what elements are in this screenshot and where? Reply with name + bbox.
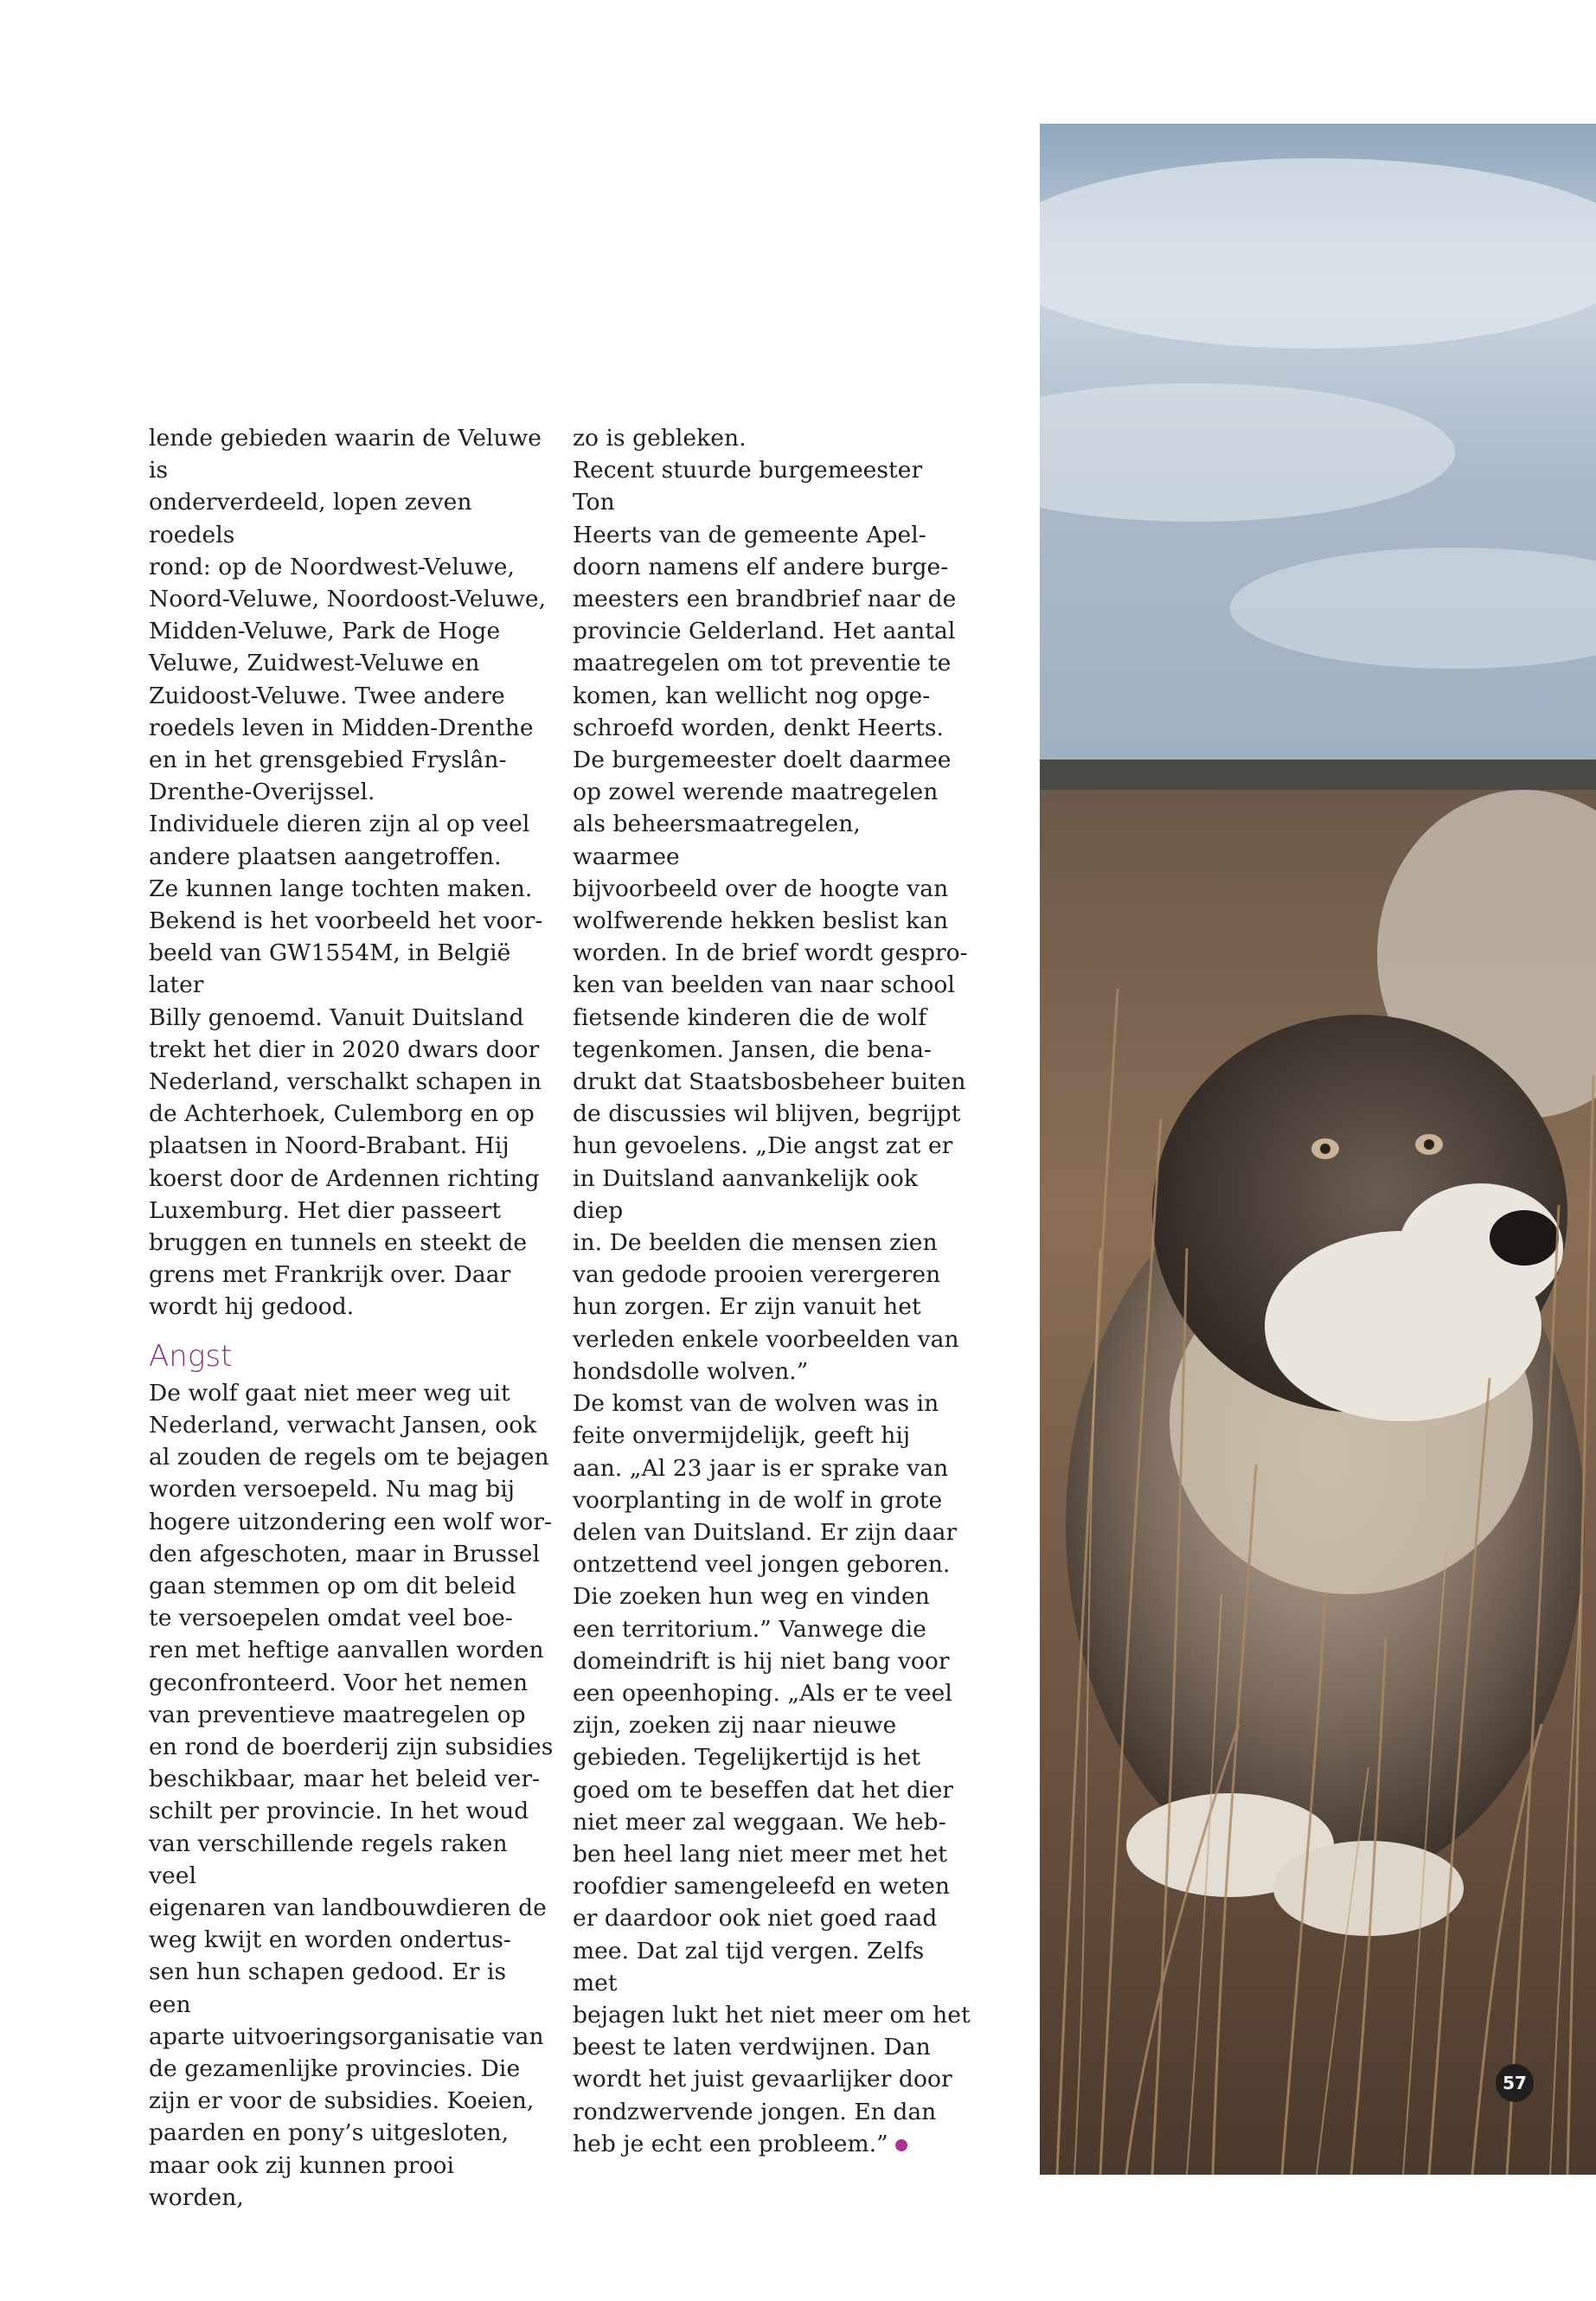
text-line: van preventieve maatregelen op xyxy=(149,1701,526,1728)
text-line: de discussies wil blijven, begrijpt xyxy=(573,1100,961,1128)
text-line: Heerts van de gemeente Apel- xyxy=(573,521,926,548)
text-line: sen hun schapen gedood. Er is een xyxy=(149,1958,507,2018)
text-line: de gezamenlijke provincies. Die xyxy=(149,2054,521,2082)
text-line: als beheersmaatregelen, waarmee xyxy=(573,811,861,870)
text-line: lende gebieden waarin de Veluwe is xyxy=(149,425,542,484)
text-line: op zowel werende maatregelen xyxy=(573,779,939,806)
text-line: roofdier samengeleefd en weten xyxy=(573,1873,950,1900)
text-line: delen van Duitsland. Er zijn daar xyxy=(573,1518,958,1546)
text-line: Die zoeken hun weg en vinden xyxy=(573,1583,930,1611)
text-line: een opeenhoping. „Als er te veel xyxy=(573,1679,952,1707)
text-line: worden versoepeld. Nu mag bij xyxy=(149,1476,516,1503)
text-line: meesters een brandbrief naar de xyxy=(573,586,957,613)
text-line: weg kwijt en worden ondertus- xyxy=(149,1926,511,1954)
text-line: hondsdolle wolven.” xyxy=(573,1357,809,1385)
text-line: rond: op de Noordwest-Veluwe, xyxy=(149,553,515,580)
column-left-text-after-heading xyxy=(149,1377,555,2214)
text-line: en in het grensgebied Fryslân- xyxy=(149,747,507,774)
text-line: ben heel lang niet meer met het xyxy=(573,1840,947,1868)
text-line: in. De beelden die mensen zien xyxy=(573,1229,938,1257)
text-line: maatregelen om tot preventie te xyxy=(573,650,952,677)
text-line: Luxemburg. Het dier passeert xyxy=(149,1196,502,1224)
text-line: grens met Frankrijk over. Daar xyxy=(149,1261,511,1289)
text-line: Midden-Veluwe, Park de Hoge xyxy=(149,618,501,645)
text-line: beschikbaar, maar het beleid ver- xyxy=(149,1766,541,1793)
text-line: roedels leven in Midden-Drenthe xyxy=(149,714,534,741)
dog-photo xyxy=(1040,124,1596,2175)
text-line: mee. Dat zal tijd vergen. Zelfs met xyxy=(573,1937,925,1997)
article-end-mark-icon xyxy=(895,2139,907,2151)
text-line: de Achterhoek, Culemborg en op xyxy=(149,1100,535,1128)
text-line: andere plaatsen aangetroffen. xyxy=(149,843,502,870)
text-line: Zuidoost-Veluwe. Twee andere xyxy=(149,682,505,709)
column-middle-text xyxy=(573,422,971,2160)
text-line: doorn namens elf andere burge- xyxy=(573,553,949,580)
text-line: goed om te beseffen dat het dier xyxy=(573,1776,954,1804)
text-line: feite onvermijdelijk, geeft hij xyxy=(573,1422,911,1450)
text-line: aparte uitvoeringsorganisatie van xyxy=(149,2022,544,2050)
text-line: De burgemeester doelt daarmee xyxy=(573,747,952,774)
text-line: wordt hij gedood. xyxy=(149,1293,355,1321)
text-line: worden. In de brief wordt gespro- xyxy=(573,939,968,967)
text-line: zijn, zoeken zij naar nieuwe xyxy=(573,1712,897,1740)
section-heading-angst: Angst xyxy=(149,1338,233,1374)
text-line: Drenthe-Overijssel. xyxy=(149,779,375,806)
text-line: den afgeschoten, maar in Brussel xyxy=(149,1540,541,1567)
text-line: in Duitsland aanvankelijk ook diep xyxy=(573,1164,919,1224)
text-line: Recent stuurde burgemeester Ton xyxy=(573,457,923,516)
text-line: bijvoorbeeld over de hoogte van xyxy=(573,875,949,902)
text-line: Nederland, verwacht Jansen, ook xyxy=(149,1411,537,1439)
text-line: maar ook zij kunnen prooi worden, xyxy=(149,2151,454,2211)
text-line: voorplanting in de wolf in grote xyxy=(573,1486,943,1514)
text-line: domeindrift is hij niet bang voor xyxy=(573,1647,950,1675)
text-line: heb je echt een probleem.” xyxy=(573,2128,971,2160)
text-line: komen, kan wellicht nog opge- xyxy=(573,682,931,709)
text-line: van verschillende regels raken veel xyxy=(149,1830,508,1889)
text-line: er daardoor ook niet goed raad xyxy=(573,1905,938,1932)
text-line: fietsende kinderen die de wolf xyxy=(573,1003,927,1031)
text-line: wolfwerende hekken beslist kan xyxy=(573,907,949,935)
text-line: gebieden. Tegelijkertijd is het xyxy=(573,1744,921,1772)
text-line: aan. „Al 23 jaar is er sprake van xyxy=(573,1454,949,1482)
text-line: eigenaren van landbouwdieren de xyxy=(149,1894,547,1921)
text-line: al zouden de regels om te bejagen xyxy=(149,1444,549,1471)
text-line: bruggen en tunnels en steekt de xyxy=(149,1229,528,1257)
text-line: zijn er voor de subsidies. Koeien, xyxy=(149,2087,535,2115)
text-line: hun zorgen. Er zijn vanuit het xyxy=(573,1293,921,1321)
text-line: van gedode prooien verergeren xyxy=(573,1261,941,1289)
text-line: plaatsen in Noord-Brabant. Hij xyxy=(149,1132,510,1160)
article-column-middle xyxy=(573,422,971,2160)
text-line: beest te laten verdwijnen. Dan xyxy=(573,2034,931,2061)
text-line: Noord-Veluwe, Noordoost-Veluwe, xyxy=(149,586,547,613)
text-line: ren met heftige aanvallen worden xyxy=(149,1637,544,1664)
text-line: rondzwervende jongen. En dan xyxy=(573,2098,937,2125)
text-line: schroefd worden, denkt Heerts. xyxy=(573,714,945,741)
text-line: en rond de boerderij zijn subsidies xyxy=(149,1733,554,1760)
text-line: niet meer zal weggaan. We heb- xyxy=(573,1808,946,1836)
text-line: te versoepelen omdat veel boe- xyxy=(149,1605,513,1632)
page-number: 57 xyxy=(1496,2064,1534,2102)
text-line: provincie Gelderland. Het aantal xyxy=(573,618,956,645)
text-line: koerst door de Ardennen richting xyxy=(149,1164,540,1192)
text-line: een territorium.” Vanwege die xyxy=(573,1615,926,1643)
text-line: De komst van de wolven was in xyxy=(573,1390,939,1418)
text-line: hogere uitzondering een wolf wor- xyxy=(149,1508,552,1535)
text-line: schilt per provincie. In het woud xyxy=(149,1798,529,1825)
text-line: trekt het dier in 2020 dwars door xyxy=(149,1035,540,1063)
article-column-left xyxy=(149,422,555,2214)
column-left-text xyxy=(149,422,555,1324)
text-line: Billy genoemd. Vanuit Duitsland xyxy=(149,1003,524,1031)
text-line: Bekend is het voorbeeld het voor- xyxy=(149,907,543,935)
text-line: Veluwe, Zuidwest-Veluwe en xyxy=(149,650,480,677)
text-line: Nederland, verschalkt schapen in xyxy=(149,1068,542,1096)
text-line: gaan stemmen op om dit beleid xyxy=(149,1572,516,1599)
text-line: onderverdeeld, lopen zeven roedels xyxy=(149,489,472,548)
text-line: ontzettend veel jongen geboren. xyxy=(573,1551,951,1579)
text-line: hun gevoelens. „Die angst zat er xyxy=(573,1132,953,1160)
text-line: wordt het juist gevaarlijker door xyxy=(573,2066,952,2093)
text-line: geconfronteerd. Voor het nemen xyxy=(149,1669,529,1696)
text-line: zo is gebleken. xyxy=(573,425,747,452)
text-line: ken van beelden van naar school xyxy=(573,971,955,999)
text-line: De wolf gaat niet meer weg uit xyxy=(149,1379,510,1407)
dog-in-grass-photo-icon xyxy=(1040,124,1596,2175)
text-line: Individuele dieren zijn al op veel xyxy=(149,811,530,838)
text-line: Ze kunnen lange tochten maken. xyxy=(149,875,533,902)
text-line: beeld van GW1554M, in België later xyxy=(149,939,511,999)
text-line: verleden enkele voorbeelden van xyxy=(573,1325,959,1353)
text-line: drukt dat Staatsbosbeheer buiten xyxy=(573,1068,966,1096)
text-line: bejagen lukt het niet meer om het xyxy=(573,2001,971,2029)
text-line: paarden en pony’s uitgesloten, xyxy=(149,2119,510,2147)
text-line: tegenkomen. Jansen, die bena- xyxy=(573,1035,932,1063)
